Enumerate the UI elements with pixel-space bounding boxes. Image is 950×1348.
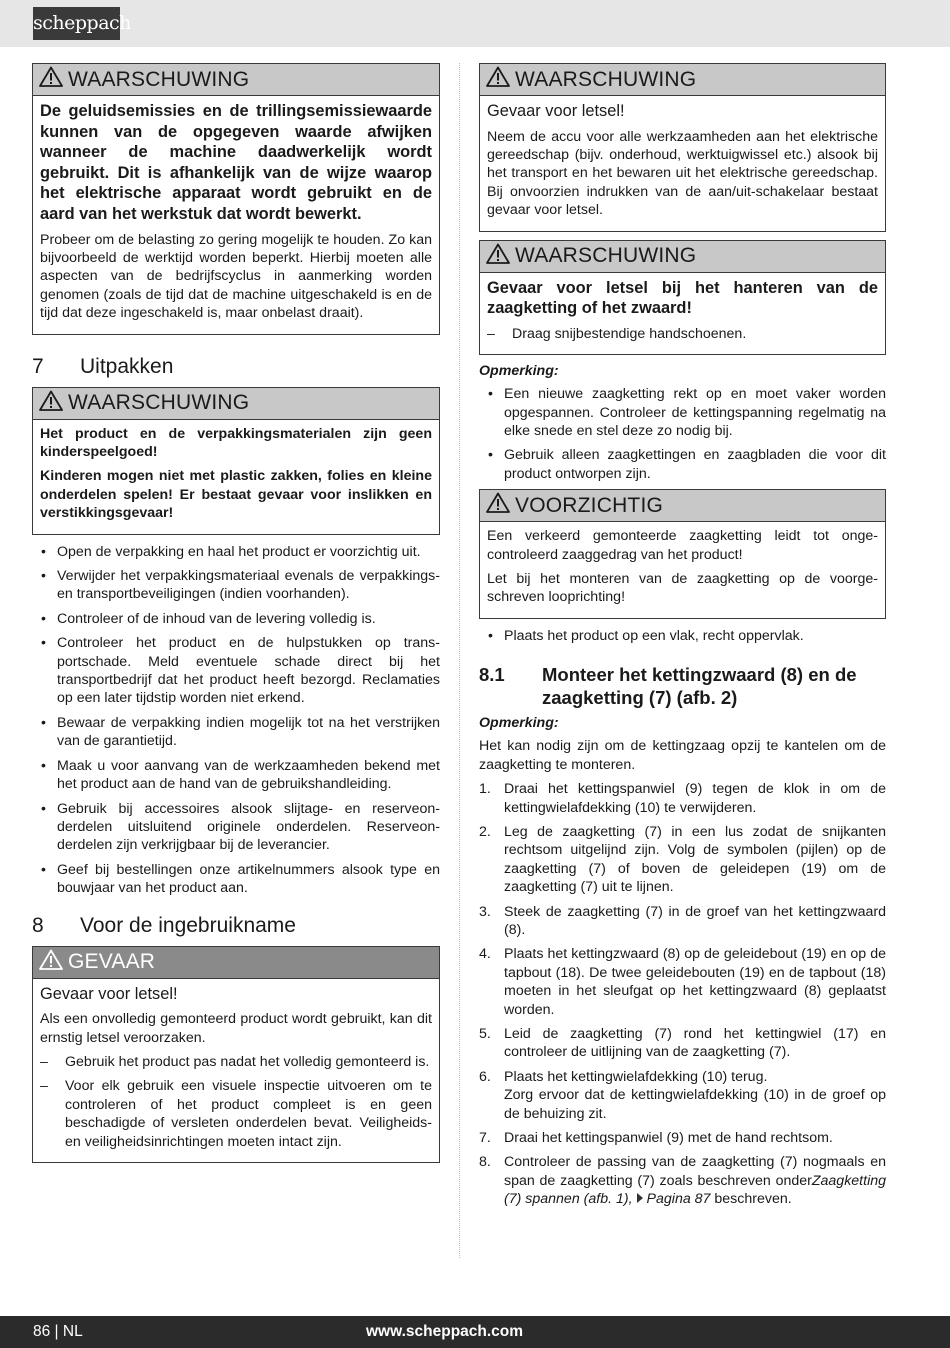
step-number: 5. xyxy=(479,1025,491,1042)
warning-title: WAARSCHUWING xyxy=(68,67,250,91)
danger-list xyxy=(40,1053,432,1151)
warning-list xyxy=(487,325,878,343)
right-column xyxy=(479,63,886,1215)
top-bar xyxy=(0,0,950,47)
note-label: Opmerking: xyxy=(479,363,559,380)
caution-header xyxy=(480,490,885,522)
step-text: Zorg ervoor dat de kettingwielafdekking (10) in de groef op de behuizing zit. xyxy=(504,1087,886,1122)
footer-bar xyxy=(0,1316,950,1348)
step-item xyxy=(479,1025,886,1062)
cross-reference-link[interactable]: Zaagketting (7) spannen (afb. 1), xyxy=(504,1172,886,1208)
warning-title: WAARSCHUWING xyxy=(515,67,697,91)
step-text: Plaats het kettingwielafdekking (10) terug. xyxy=(504,1068,768,1085)
danger-text: Als een onvolledig gemonteerd product wordt gebruikt, kan dit ernstig letsel veroorzaken. xyxy=(40,1011,432,1046)
step-number: 8. xyxy=(479,1154,491,1171)
step-number: 3. xyxy=(479,903,491,920)
placement-list xyxy=(479,627,886,645)
list-item: • Controleer of de inhoud van de levering volledig is. xyxy=(32,610,440,628)
list-item: • Een nieuwe zaagketting rekt op en moet vaker worden opgespannen. Controleer de kettingspanning regelmatig na elke snede en stel deze zo nodig bij. xyxy=(479,385,886,440)
step-number: 1. xyxy=(479,781,491,798)
list-item: • Controleer het product en de hulpstukken op transportschade. Meld eventuele schade direct bij het transportbedrijf dat het product heeft bezorgd. Reclamaties op een later tijdstip worden niet erkend. xyxy=(32,634,440,708)
step-number: 7. xyxy=(479,1130,491,1146)
page-reference-link[interactable]: Pagina 87 xyxy=(646,1191,711,1208)
section-number: 8.1 xyxy=(479,664,505,686)
list-item: • Geef bij bestellingen onze artikelnummers alsook type en bouwjaar van het product aan. xyxy=(32,861,440,898)
warning-header xyxy=(480,64,885,96)
danger-box xyxy=(32,946,440,1163)
section-title: Monteer het kettingzwaard (8) en de zaagketting (7) (afb. 2) xyxy=(542,664,857,709)
step-item xyxy=(479,823,886,897)
danger-lead: Gevaar voor letsel! xyxy=(40,984,178,1003)
step-item xyxy=(479,1129,886,1147)
warning-triangle-icon xyxy=(39,390,63,417)
warning-box-emissions xyxy=(32,63,440,335)
column-divider xyxy=(459,63,461,1258)
list-item: • Open de verpakking en haal het product er voorzichtig uit. xyxy=(32,543,440,561)
left-column xyxy=(32,63,440,1171)
step-item xyxy=(479,1153,886,1208)
unpacking-list xyxy=(32,543,440,898)
warning-header xyxy=(33,388,439,420)
section-title: Voor de ingebruikname xyxy=(80,913,296,937)
page-number: 86 | NL xyxy=(33,1323,83,1340)
warning-triangle-icon xyxy=(39,949,63,976)
caution-title: VOORZICHTIG xyxy=(515,493,664,517)
arrow-right-icon xyxy=(637,1193,643,1203)
step-item xyxy=(479,945,886,1019)
list-item: – Draag snijbestendige handschoenen. xyxy=(487,325,878,343)
list-item: • Maak u voor aanvang van de werkzaamheden bekend met het product aan de hand van de gebruikshandleiding. xyxy=(32,757,440,794)
warning-text: Neem de accu voor alle werkzaamheden aan het elektrische gereedschap (bijv. onderhoud, werktuigwissel etc.) alsook bij het transport en het bewaren uit het elektrische gereedschap. Bij onvoorzien indrukken van de aan/uit-schakelaar bestaat gevaar voor letsel. xyxy=(487,128,878,219)
caution-text: Een verkeerd gemonteerde zaagketting leidt tot ongecontroleerd zaaggedrag van het product! xyxy=(487,528,878,563)
warning-lead: Gevaar voor letsel! xyxy=(487,102,625,120)
section-number: 7 xyxy=(32,354,44,378)
step-text: Leid de zaagketting (7) rond het kettingwiel (17) en controleer de uitlijning van de zaagketting (7). xyxy=(504,1025,886,1061)
list-item: • Gebruik alleen zaagkettingen en zaagbladen die voor dit product ontworpen zijn. xyxy=(479,446,886,483)
step-text-end: beschreven. xyxy=(714,1191,792,1208)
list-item: • Bewaar de verpakking indien mogelijk tot na het verstrijken van de garantietijd. xyxy=(32,714,440,751)
note-list xyxy=(479,385,886,483)
danger-header xyxy=(33,947,439,979)
list-item: – Voor elk gebruik een visuele inspectie uitvoeren om te controleren of het product compleet is en geen beschadigde of versleten onderdelen bevat. Veiligheids- en veiligheidsinrichtingen moeten intact zijn. xyxy=(40,1077,432,1151)
section-heading-8 xyxy=(32,914,440,938)
step-text: Draai het kettingspanwiel (9) met de hand rechtsom. xyxy=(504,1130,833,1146)
section-heading-8-1 xyxy=(479,663,886,709)
step-text: Leg de zaagketting (7) in een lus zodat de snijkanten rechtsom uitgelijnd zijn. Volg de symbolen (pijlen) op de zaagketting (7) of boven de geleidepen (19) om de zaagketting (7) uit te lijnen. xyxy=(504,823,886,896)
warning-lead: Gevaar voor letsel bij het hanteren van de zaagketting of het zwaard! xyxy=(487,278,878,318)
step-number: 2. xyxy=(479,823,491,840)
list-item: • Verwijder het verpakkingsmateriaal evenals de verpakkings- en transportbeveiligingen (indien voorhanden). xyxy=(32,567,440,604)
note-label: Opmerking: xyxy=(479,715,559,732)
warning-triangle-icon xyxy=(486,66,510,93)
warning-title: WAARSCHUWING xyxy=(68,391,250,415)
warning-header xyxy=(33,64,439,96)
assembly-steps xyxy=(479,780,886,1209)
warning-triangle-icon xyxy=(486,492,510,519)
caution-text: Let bij het monteren van de zaagketting op de voorgeschreven looprichting! xyxy=(487,571,878,606)
step-item xyxy=(479,903,886,940)
warning-bold-text: Het product en de verpakkingsmaterialen zijn geen kinderspeelgoed! xyxy=(40,425,432,460)
scheppach-logo: scheppach xyxy=(33,7,120,40)
list-item: • Gebruik bij accessoires alsook slijtage- en reserveonderdelen uitsluitend originele onderdelen. Reserveonderdelen zijn verkrijgbaar bij de leverancier. xyxy=(32,800,440,855)
section-title: Uitpakken xyxy=(80,354,174,378)
list-item: – Gebruik het product pas nadat het volledig gemonteerd is. xyxy=(40,1053,432,1071)
step-text: Plaats het kettingzwaard (8) op de geleidebout (19) en op de tapbout (18). De twee geleidebouten (19) en de tapbout (18) moeten in het sleufgat op het kettingzwaard (8) geplaatst worden. xyxy=(504,946,886,1018)
warning-triangle-icon xyxy=(39,66,63,93)
warning-bold-text: Kinderen mogen niet met plastic zakken, folies en kleine onderdelen spelen! Er bestaat gevaar voor inslikken en verstikkingsgevaar! xyxy=(40,468,432,522)
step-number: 6. xyxy=(479,1068,491,1085)
step-text: Steek de zaagketting (7) in de groef van het kettingzwaard (8). xyxy=(504,903,886,938)
note-text: Het kan nodig zijn om de kettingzaag opzij te kantelen om de zaagketting te monteren. xyxy=(479,738,886,773)
warning-header xyxy=(480,241,885,273)
warning-triangle-icon xyxy=(486,243,510,270)
section-number: 8 xyxy=(32,913,44,937)
warning-box-packaging xyxy=(32,387,440,535)
warning-text: Probeer om de belasting zo gering mogelijk te houden. Zo kan bijvoorbeeld de werktijd worden beperkt. Hierbij moeten alle aspecten van de bedrijfscyclus in aanmerking worden genomen (zoals de tijd dat de machine uitgeschakeld is en de tijd dat deze ingeschakeld is, maar onbelast draait). xyxy=(40,231,432,322)
website-url[interactable]: www.scheppach.com xyxy=(366,1323,524,1340)
warning-box-battery xyxy=(479,63,886,232)
warning-box-chain xyxy=(479,240,886,356)
section-heading-7 xyxy=(32,355,440,379)
step-text: Draai het kettingspanwiel (9) tegen de klok in om de kettingwielafdekking (10) te verwijderen. xyxy=(504,781,886,816)
warning-bold-text: De geluidsemissies en de trillingsemissiewaarde kunnen van de opgegeven waarde afwijken wanneer de machine daadwerkelijk wordt gebruikt. Dit is afhankelijk van de wijze waarop het elektrische apparaat wordt gebruikt en de aard van het werkstuk dat wordt bewerkt. xyxy=(40,102,432,223)
danger-title: GEVAAR xyxy=(68,950,156,974)
warning-title: WAARSCHUWING xyxy=(515,244,697,268)
caution-box xyxy=(479,489,886,619)
step-item xyxy=(479,780,886,817)
step-number: 4. xyxy=(479,946,491,963)
step-item xyxy=(479,1068,886,1123)
step-text: Controleer de passing van de zaagketting (7) nogmaals en span de zaagketting (7) zoals beschreven onder xyxy=(504,1154,886,1189)
list-item: • Plaats het product op een vlak, recht oppervlak. xyxy=(479,627,886,645)
